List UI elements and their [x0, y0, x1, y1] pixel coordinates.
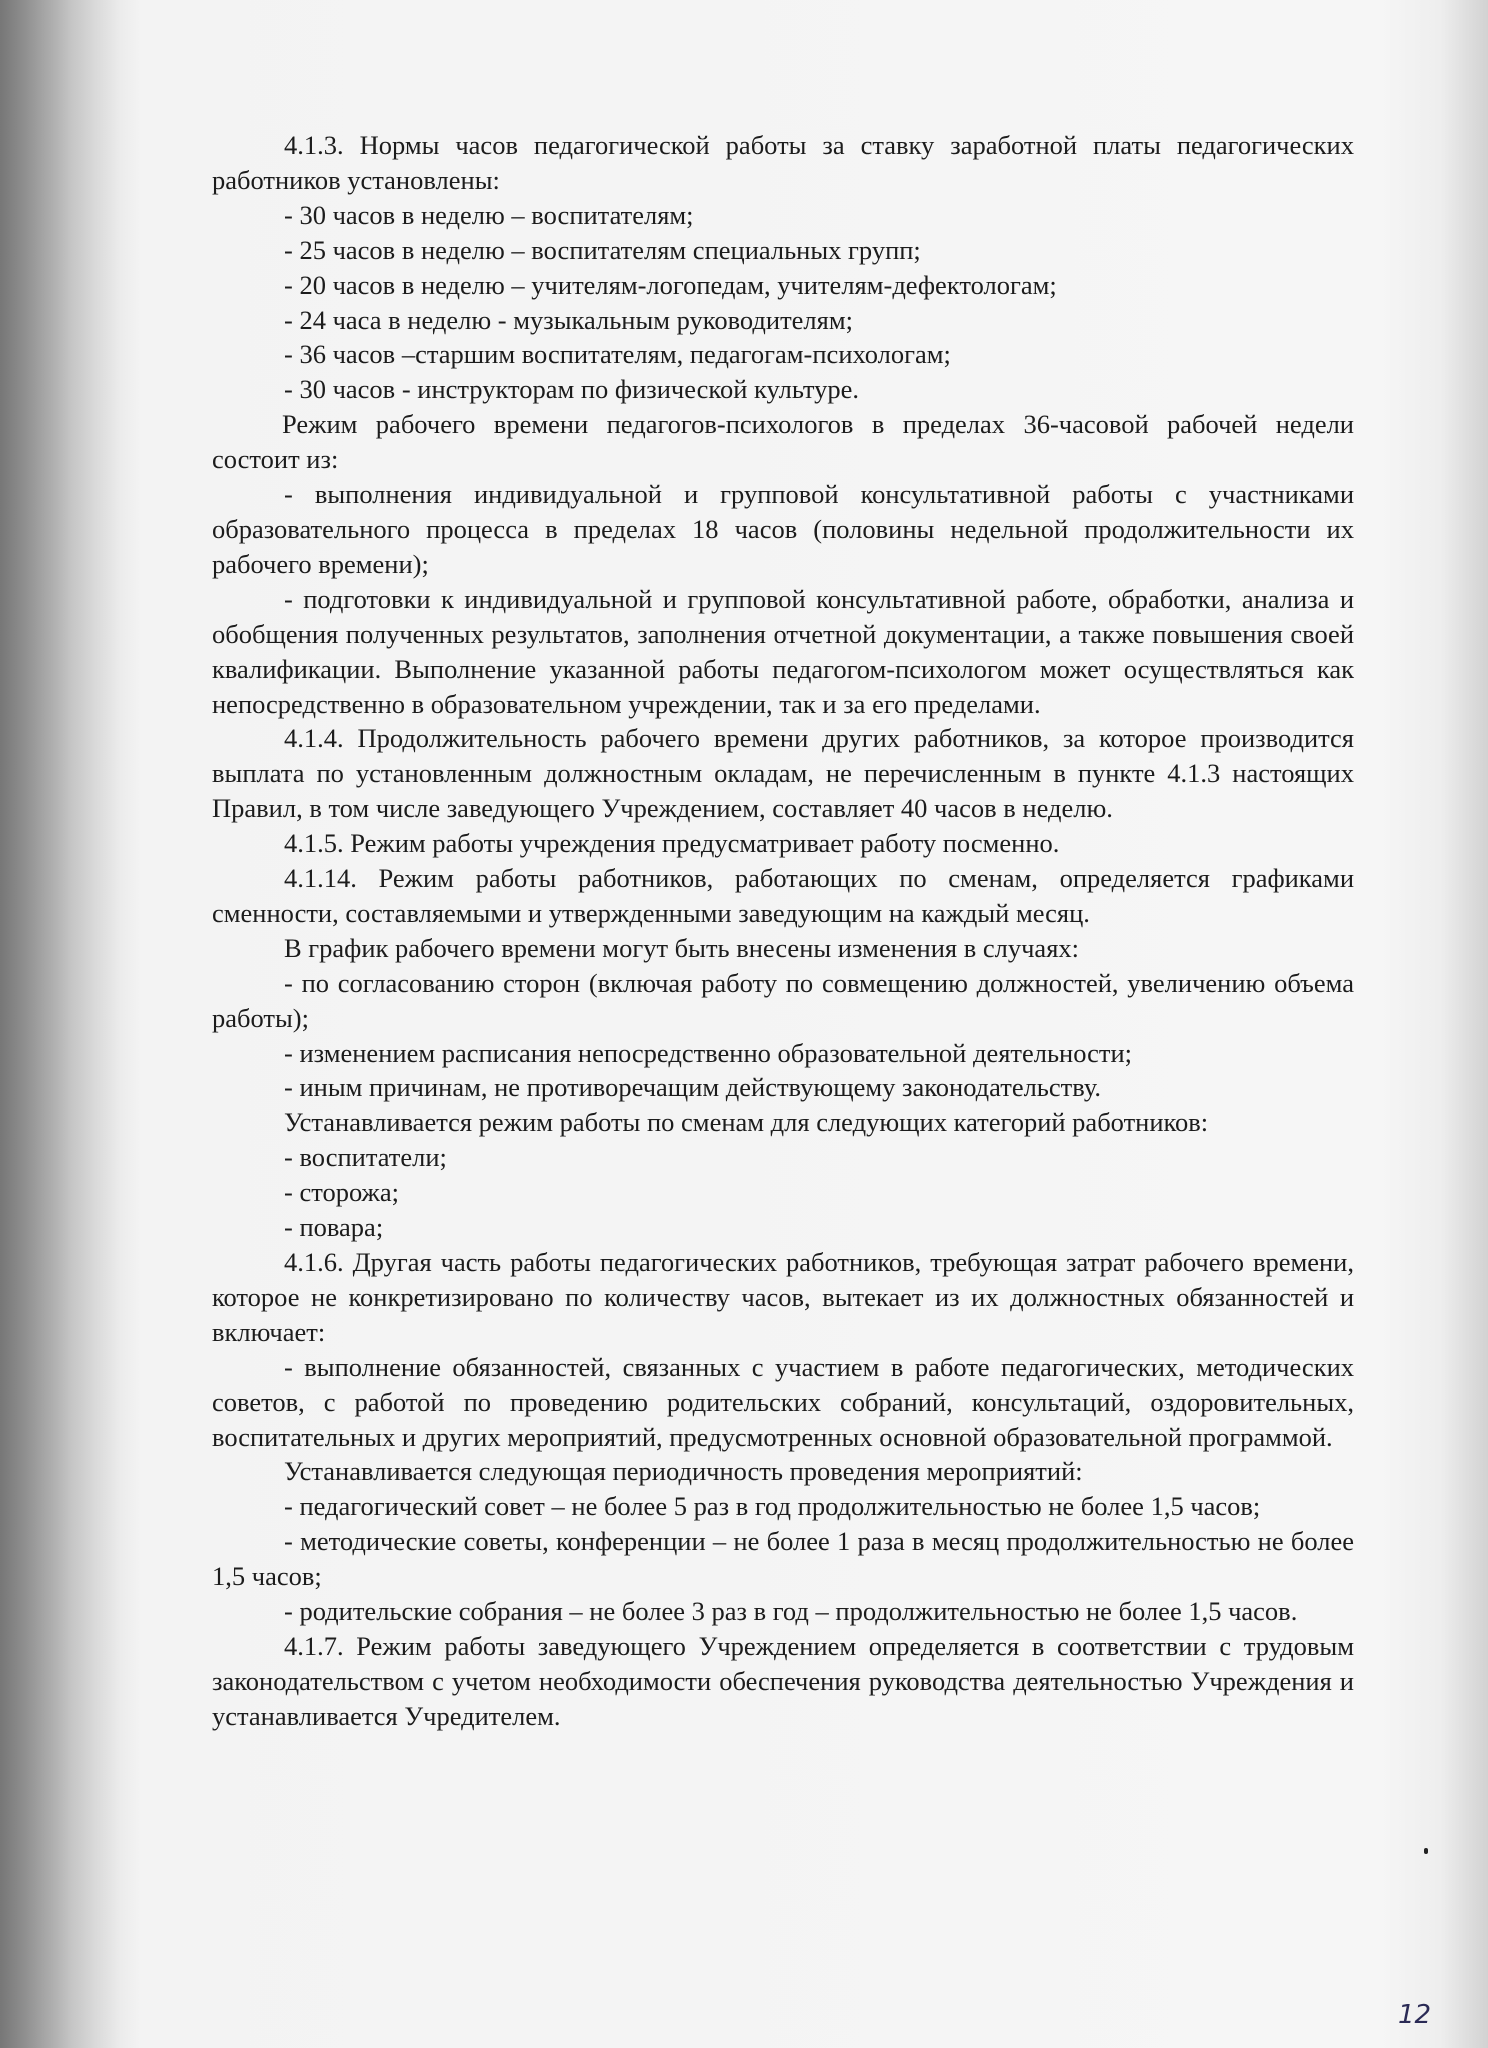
paragraph-p14: В график рабочего времени могут быть внесены изменения в случаях:: [284, 932, 1079, 963]
paragraph-p20: - сторожа;: [284, 1177, 399, 1208]
paragraph-p17: - иным причинам, не противоречащим действующему законодательству.: [284, 1072, 1102, 1103]
page-number: 12: [1398, 2000, 1432, 2030]
paragraph-p1: 4.1.3. Нормы часов педагогической работы за ставку заработной платы педагогических работников установлены:: [212, 130, 1354, 195]
paragraph-p28: 4.1.7. Режим работы заведующего Учреждением определяется в соответствии с трудовым законодательством с учетом необходимости обеспечения руководства деятельностью Учреждения и устанавливается Учредителем.: [212, 1630, 1354, 1731]
paragraph-p26: - методические советы, конференции – не более 1 раза в месяц продолжительностью не более 1,5 часов;: [212, 1526, 1354, 1592]
paragraph-p18: Устанавливается режим работы по сменам для следующих категорий работников:: [284, 1107, 1209, 1138]
paragraph-p13: 4.1.14. Режим работы работников, работающих по сменам, определяется графиками сменности, составляемыми и утвержденными заведующим на каждый месяц.: [212, 863, 1354, 928]
paragraph-p21: - повара;: [284, 1212, 384, 1243]
paragraph-p19: - воспитатели;: [284, 1142, 447, 1173]
paragraph-p9: - выполнения индивидуальной и групповой консультативной работы с участниками образовательного процесса в пределах 18 часов (половины недельной продолжительности их рабочего времени);: [212, 479, 1354, 579]
ink-mark: [1424, 1848, 1428, 1854]
paragraph-p8: Режим рабочего времени педагогов-психологов в пределах 36-часовой рабочей недели состоит из:: [212, 409, 1354, 475]
paragraph-p3: - 25 часов в неделю – воспитателям специальных групп;: [284, 234, 921, 265]
paragraph-p22: 4.1.6. Другая часть работы педагогических работников, требующая затрат рабочего времени, которое не конкретизировано по количеству часов, вытекает из их должностных обязанностей и включает:: [212, 1247, 1354, 1347]
paragraph-p12: 4.1.5. Режим работы учреждения предусматривает работу посменно.: [284, 828, 1060, 859]
paragraph-p16: - изменением расписания непосредственно образовательной деятельности;: [284, 1037, 1133, 1068]
paragraph-p6: - 36 часов –старшим воспитателям, педагогам-психологам;: [284, 339, 951, 370]
paragraph-p10: - подготовки к индивидуальной и групповой консультативной работе, обработки, анализа и обобщения полученных результатов, заполнения отчетной документации, а также повышения своей квалификации. Выполнение указанной работы педагогом-психологом может осуществляться как непосредственно в образовательном учреждении, так и за его пределами.: [212, 583, 1354, 719]
paragraph-p25: - педагогический совет – не более 5 раз в год продолжительностью не более 1,5 часов;: [284, 1491, 1261, 1522]
paragraph-p5: - 24 часа в неделю - музыкальным руководителям;: [284, 304, 853, 335]
paragraph-p7: - 30 часов - инструкторам по физической культуре.: [284, 374, 860, 405]
paragraph-p11: 4.1.4. Продолжительность рабочего времени других работников, за которое производится выплата по установленным должностным окладам, не перечисленным в пункте 4.1.3 настоящих Правил, в том числе заведующего Учреждением, составляет 40 часов в неделю.: [212, 723, 1354, 824]
paragraph-p2: - 30 часов в неделю – воспитателям;: [284, 199, 694, 230]
paragraph-p4: - 20 часов в неделю – учителям-логопедам, учителям-дефектологам;: [284, 269, 1057, 300]
document-body: [212, 128, 1354, 1734]
paragraph-p15: - по согласованию сторон (включая работу по совмещению должностей, увеличению объема работы);: [212, 967, 1354, 1033]
paragraph-p27: - родительские собрания – не более 3 раз в год – продолжительностью не более 1,5 часов.: [284, 1596, 1298, 1627]
binding-shadow: [0, 0, 120, 2048]
paragraph-p24: Устанавливается следующая периодичность проведения мероприятий:: [284, 1456, 1083, 1487]
paragraph-p23: - выполнение обязанностей, связанных с участием в работе педагогических, методических советов, с работой по проведению родительских собраний, консультаций, оздоровительных, воспитательных и других мероприятий, предусмотренных основной образовательной программой.: [212, 1351, 1354, 1452]
